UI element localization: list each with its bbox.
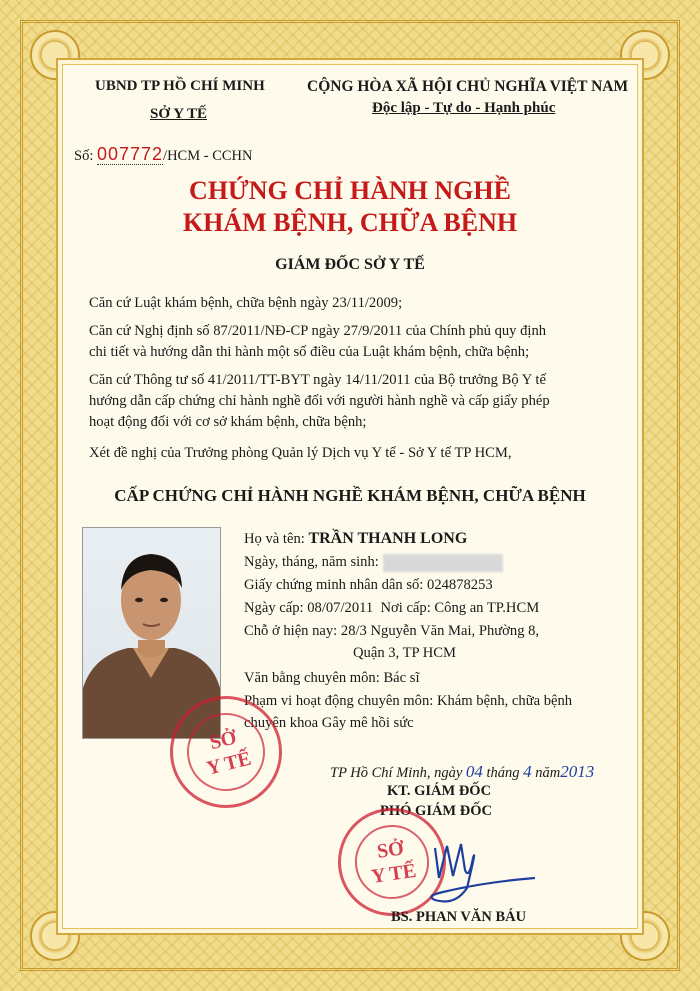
- number-suffix: /HCM - CCHN: [163, 148, 253, 164]
- issue-date-label: Ngày cấp:: [244, 600, 304, 616]
- address-line1: 28/3 Nguyễn Văn Mai, Phường 8,: [340, 623, 540, 639]
- title-line1: CHỨNG CHỈ HÀNH NGHỀ: [189, 176, 511, 205]
- basis-line: hướng dẫn cấp chứng chỉ hành nghề đối với người hành nghề và cấp giấy phép: [89, 393, 550, 409]
- id-label: Giấy chứng minh nhân dân số:: [244, 577, 424, 593]
- address-line2: Quận 3, TP HCM: [353, 645, 456, 661]
- stamp-line1: SỞ: [375, 837, 406, 863]
- authority-line1: UBND TP HỒ CHÍ MINH: [95, 78, 265, 94]
- scope-value-line1: Khám bệnh, chữa bệnh: [436, 693, 573, 709]
- basis-line: Xét đề nghị của Trưởng phòng Quản lý Dịch vụ Y tế - Sở Y tế TP HCM,: [89, 445, 512, 461]
- basis-line: Căn cứ Luật khám bệnh, chữa bệnh ngày 23/11/2009;: [89, 295, 403, 311]
- stamp-line2: Y TẾ: [204, 747, 254, 780]
- dob-label: Ngày, tháng, năm sinh:: [244, 554, 379, 570]
- signer-name: BS. PHAN VĂN BÁU: [391, 909, 527, 925]
- nation-line1: CỘNG HÒA XÃ HỘI CHỦ NGHĨA VIỆT NAM: [307, 78, 629, 95]
- holder-issue-row: [244, 597, 539, 619]
- address-label: Chỗ ở hiện nay:: [244, 623, 338, 639]
- year-label: năm: [535, 765, 561, 781]
- signer-role2: PHÓ GIÁM ĐỐC: [380, 803, 492, 819]
- name-label: Họ và tên:: [244, 531, 305, 547]
- scope-label: Phạm vi hoạt động chuyên môn:: [244, 693, 434, 709]
- degree-value: Bác sĩ: [383, 670, 420, 686]
- scope-value-line2: chuyên khoa Gây mê hồi sức: [244, 715, 414, 731]
- name-value: TRẦN THANH LONG: [308, 530, 468, 547]
- dob-redacted: [383, 554, 503, 572]
- basis-line: Căn cứ Thông tư số 41/2011/TT-BYT ngày 14/11/2011 của Bộ trưởng Bộ Y tế: [89, 372, 546, 388]
- stamp-line2: Y TẾ: [369, 859, 418, 888]
- place-date-line: [330, 762, 594, 782]
- holder-id-row: [244, 574, 493, 596]
- date-year: 2013: [560, 762, 595, 781]
- holder-scope-row: [244, 690, 572, 712]
- issue-place-value: Công an TP.HCM: [434, 600, 540, 616]
- nation-line2: Độc lập - Tự do - Hạnh phúc: [372, 100, 556, 116]
- certificate-number: [74, 144, 252, 165]
- basis-line: chi tiết và hướng dẫn thi hành một số điều của Luật khám bệnh, chữa bệnh;: [89, 344, 530, 360]
- stamp-line1: SỞ: [207, 726, 239, 755]
- place-date-prefix: TP Hồ Chí Minh, ngày: [330, 765, 463, 781]
- date-day: 04: [465, 762, 483, 781]
- issue-place-label: Nơi cấp:: [380, 600, 431, 616]
- holder-address-row: [244, 620, 539, 642]
- basis-line: Căn cứ Nghị định số 87/2011/NĐ-CP ngày 27/9/2011 của Chính phủ quy định: [89, 323, 547, 339]
- holder-name-row: [244, 528, 467, 550]
- number-prefix: Số:: [74, 148, 94, 164]
- issue-date-value: 08/07/2011: [307, 600, 374, 616]
- id-value: 024878253: [427, 577, 493, 593]
- title-line2: KHÁM BỆNH, CHỮA BỆNH: [182, 208, 518, 237]
- holder-dob-row: [244, 551, 503, 573]
- holder-degree-row: [244, 667, 420, 689]
- grant-heading: CẤP CHỨNG CHỈ HÀNH NGHỀ KHÁM BỆNH, CHỮA BỆNH: [114, 486, 586, 505]
- month-label: tháng: [486, 765, 520, 781]
- date-month: 4: [523, 762, 532, 781]
- basis-line: hoạt động đối với cơ sở khám bệnh, chữa bệnh;: [89, 414, 367, 430]
- issuer-heading: GIÁM ĐỐC SỞ Y TẾ: [275, 256, 425, 273]
- authority-line2: SỞ Y TẾ: [150, 106, 207, 122]
- handwritten-signature: [395, 818, 545, 908]
- number-value: 007772: [96, 144, 164, 164]
- signer-role1: KT. GIÁM ĐỐC: [387, 783, 492, 799]
- degree-label: Văn bằng chuyên môn:: [244, 670, 380, 686]
